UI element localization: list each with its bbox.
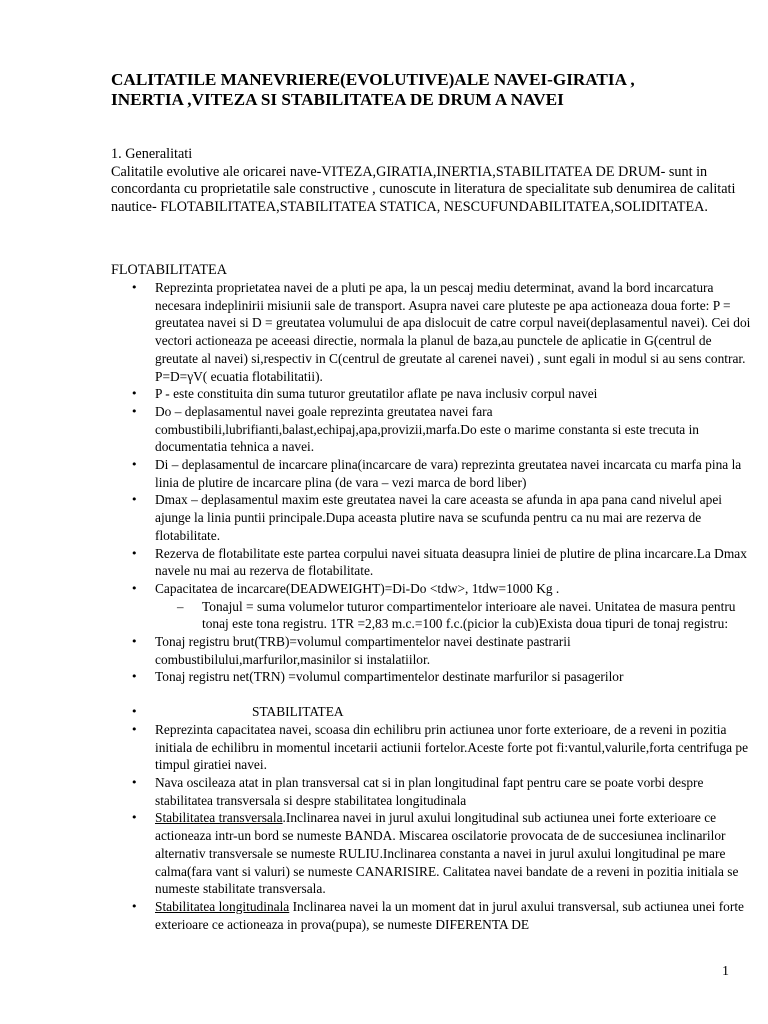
term-stabilitatea-longitudinala: Stabilitatea longitudinala — [155, 898, 290, 914]
list-item: • Tonaj registru brut(TRB)=volumul compartimentelor navei destinate pastrarii combustibilului,marfurilor,masinilor si instalatiilor. — [131, 634, 571, 667]
bullet-icon: • — [131, 705, 138, 719]
section-heading-stabilitatea: STABILITATEA — [252, 704, 344, 720]
bullet-icon: • — [131, 899, 138, 913]
bullet-icon: • — [131, 775, 138, 789]
dash-icon: – — [177, 598, 184, 614]
list-item: • Tonaj registru net(TRN) =volumul compartimentelor destinate marfurilor si pasagerilor — [131, 669, 624, 685]
bullet-icon: • — [131, 811, 138, 825]
list-item: • Di – deplasamentul de incarcare plina(incarcare de vara) reprezinta greutatea navei incarcata cu marfa pina la linia de plutire de incarcare plina (de vara – vezi marca de bord liber) — [131, 457, 742, 490]
list-spacer — [111, 686, 751, 703]
bullet-icon: • — [131, 581, 138, 595]
bullet-icon: • — [131, 546, 138, 560]
list-item: • Dmax – deplasamentul maxim este greutatea navei la care aceasta se afunda in apa pana cand nivelul apei ajunge la linia puntii principale.Dupa aceasta plutire nava se scufunda pentru ca nu mai are rezerva de flotabilitate. — [131, 492, 722, 543]
list-item: • Stabilitatea longitudinala Inclinarea navei la un moment dat in jurul axului transversal, sub actiunea unei forte exterioare ce actioneaza in prova(pupa), se numeste DIFERENTA DE — [131, 898, 745, 932]
page-number: 1 — [722, 964, 729, 979]
list-item: • Capacitatea de incarcare(DEADWEIGHT)=Di-Do <tdw>, 1tdw=1000 Kg . — [131, 580, 560, 596]
list-item: • P - este constituita din suma tuturor greutatilor aflate pe nava inclusiv corpul navei — [131, 386, 598, 402]
bullet-icon: • — [131, 404, 138, 418]
bullet-icon: • — [131, 458, 138, 472]
section-heading-generalitati: 1. Generalitati — [111, 146, 193, 162]
flotabilitatea-list — [111, 279, 751, 933]
bullet-icon: • — [131, 670, 138, 684]
bullet-icon: • — [131, 722, 138, 736]
list-item: • Rezerva de flotabilitate este partea corpului navei situata deasupra liniei de plutire de plina incarcare.La Dmax navele nu mai au rezerva de flotabilitate. — [131, 545, 747, 579]
title-line-2: INERTIA ,VITEZA SI STABILITATEA DE DRUM A NAVEI — [111, 90, 564, 109]
bullet-icon: • — [131, 387, 138, 401]
intro-paragraph: Calitatile evolutive ale oricarei nave-VITEZA,GIRATIA,INERTIA,STABILITATEA DE DRUM- sunt in concordanta cu proprietatile sale constructive , cunoscute in literatura de specialitate sub denumirea de calitati nautice- FLOTABILITATEA,STABILITATEA STATICA, NESCUFUNDABILITATEA,SOLIDITATEA. — [111, 163, 736, 215]
title-line-1: CALITATILE MANEVRIERE(EVOLUTIVE)ALE NAVEI-GIRATIA , — [111, 70, 635, 89]
list-item-stabilitatea-heading — [111, 703, 751, 721]
bullet-icon: • — [131, 493, 138, 507]
list-item: • Do – deplasamentul navei goale reprezinta greutatea navei fara combustibili,lubrifianti,balast,echipaj,apa,provizii,marfa.Do este o marime constanta si este trecuta in documentatia tehnica a navei. — [131, 403, 700, 455]
list-subitem-tonaj: – Tonajul = suma volumelor tuturor compartimentelor interioare ale navei. Unitatea de masura pentru tonaj este tona registru. 1TR =2,83 m.c.=100 f.c.(picior la cub)Exista doua tipuri de tonaj registru: — [177, 598, 736, 632]
bullet-icon: • — [131, 281, 138, 294]
list-item: • Stabilitatea transversala.Inclinarea navei in jurul axului longitudinal sub actiunea unei forte exterioare ce actioneaza intr-un bord se numeste BANDA. Miscarea oscilatorie provocata de de succesiunea inclinarilor alternativ transversale se numeste RULIU.Inclinarea constanta a navei in jurul axului longitudinal pe mare calma(fara vant si valuri) se numeste CANARISIRE. Calitatea navei bandate de a reveni in pozitia initiala se numeste stabilitate transversala. — [131, 810, 739, 897]
bullet-icon: • — [131, 635, 138, 649]
list-item: • Reprezinta capacitatea navei, scoasa din echilibru prin actiunea unor forte exterioare, de a reveni in pozitia initiala de echilibru in momentul incetarii actiunii fortelor.Aceste forte pot fi:vantul,valurile,forta centrifuga pe timpul giratiei navei. — [131, 721, 749, 773]
document-title — [111, 70, 751, 110]
generalitati-section — [111, 146, 751, 216]
list-item: • Nava oscileaza atat in plan transversal cat si in plan longitudinal fapt pentru care se poate vorbi despre stabilitatea transversala si despre stabilitatea longitudinala — [131, 774, 704, 808]
list-item: • Reprezinta proprietatea navei de a pluti pe apa, la un pescaj mediu determinat, avand la bord incarcatura necesara indeplinirii misiunii sale de transport. Asupra navei care pluteste pe apa actioneaza doua forte: P = greutatea navei si D = greutatea volumului de apa dislocuit de catre corpul navei(deplasamentul navei). Cei doi vectori actioneaza pe aceeasi directie, normala la planul de baza,au punctele de aplicatie in G(centrul de greutate al navei) si,respectiv in C(centrul de greutate al carenei navei) , sunt egali in modul si au sens contrar. P=D=γV( ecuatia flotabilitatii). — [131, 280, 751, 384]
term-stabilitatea-transversala: Stabilitatea transversala — [155, 810, 283, 826]
section-heading-flotabilitatea: FLOTABILITATEA — [111, 262, 227, 278]
